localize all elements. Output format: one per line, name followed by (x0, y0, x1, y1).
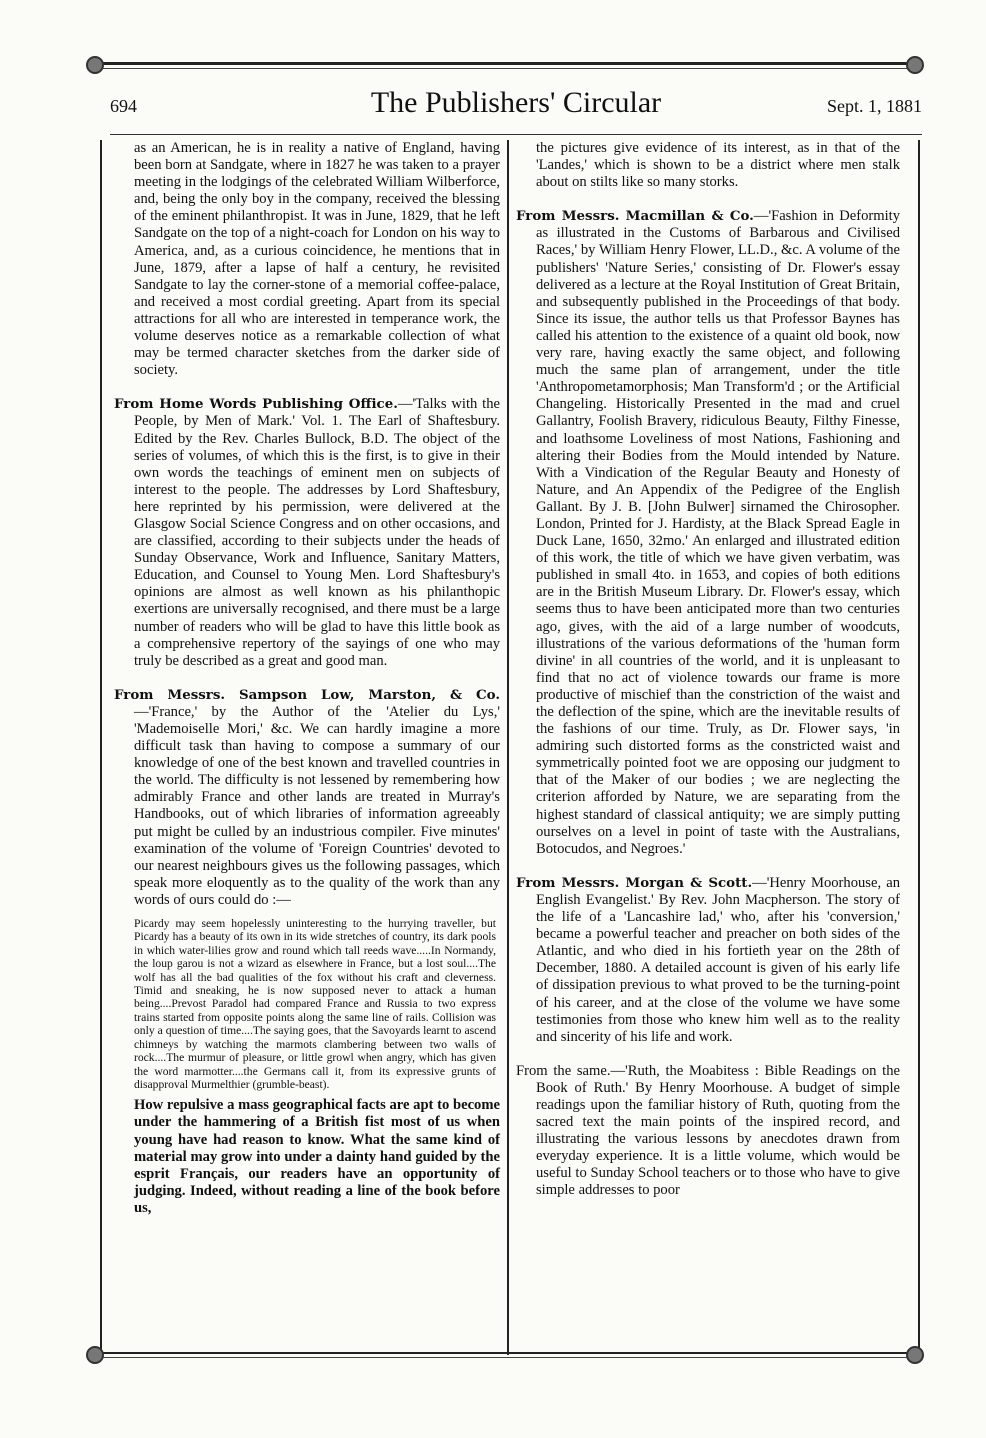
column-divider (507, 140, 509, 1355)
review-text: —'France,' by the Author of the 'Atelier du Lys,' 'Mademoiselle Mori,' &c. We can hardly imagine a more difficult task than having to compose a summary of our knowledge of one of the best known and travelled countries in the world. The difficulty is not lessened by remembering how admirably France and other lands are treated in Murray's Handbooks, out of which libraries of information agreeably put might be culled by an industrious compiler. Five minutes' examination of the volume of 'Foreign Countries' devoted to our nearest neighbours gives us the following passages, which speak more eloquently as to the quality of the work than any words of ours could do :— (134, 703, 500, 908)
publisher-heading: From Messrs. Macmillan & Co. (516, 208, 754, 225)
review-entry-home-words (114, 396, 500, 670)
publisher-heading: From Home Words Publishing Office. (114, 396, 398, 413)
corner-ornament-icon (906, 1346, 924, 1364)
publication-title: The Publishers' Circular (370, 86, 662, 119)
bottom-rule-thin (92, 1357, 922, 1358)
publisher-heading: From Messrs. Sampson Low, Marston, & Co. (114, 686, 500, 703)
right-column (516, 140, 900, 1200)
review-closing: How repulsive a mass geographical facts are apt to become under the hammering of a British fist most of us when young have had reason to know. What the same kind of material may grow into under a dainty hand guided by the esprit Français, our readers have an opportunity of judging. Indeed, without reading a line of the book before us, (134, 1097, 500, 1216)
article-continuation: as an American, he is in reality a native of England, having been born at Sandgate, where in 1827 he was taken to a prayer meeting in the lodgings of the celebrated William Wilberforce, and, being the only boy in the company, received the blessing of the eminent philanthropist. It was in June, 1829, that he left Sandgate on the top of a night-coach for London on his way to America, and, as a curious coincidence, he mentions that in June, 1879, after a lapse of half a century, he revisited Sandgate to lay the corner-stone of a memorial coffee-palace, and received a most cordial greeting. Apart from its special attractions for all who are interested in temperance work, the volume deserves notice as a remarkable collection of what may be termed character sketches from the darker side of society. (134, 140, 500, 379)
article-continuation: the pictures give evidence of its interest, as in that of the 'Landes,' which is shown to be a district where men stalk about on stilts like so many storks. (536, 140, 900, 191)
top-rule (92, 62, 922, 65)
bottom-rule (92, 1352, 922, 1354)
left-border-rule (100, 140, 102, 1355)
issue-date: Sept. 1, 1881 (826, 96, 922, 116)
publisher-heading: From Messrs. Morgan & Scott. (516, 874, 753, 891)
review-text: —'Henry Moorhouse, an English Evangelist.' By Rev. John Macpherson. The story of the life of a 'Lancashire lad,' who, after his 'conversion,' became a powerful teacher and preacher on both sides of the Atlantic, and who died in his fortieth year on the 28th of December, 1880. A detailed account is given of his early life of dissipation previous to what proved to be the turning-point of his career, and at the close of the volume we have some testimonies from those who knew him well as to the reality and sincerity of his life and work. (536, 874, 900, 1045)
left-column (114, 140, 500, 1217)
header-rule (110, 134, 922, 135)
review-entry-sampson-low (114, 687, 500, 909)
right-border-rule (918, 140, 920, 1355)
review-entry-macmillan (516, 208, 900, 858)
corner-ornament-icon (86, 1346, 104, 1364)
review-entry-morgan-scott (516, 875, 900, 1046)
review-text: —'Fashion in Deformity as illustrated in the Customs of Barbarous and Civilised Races,' by William Henry Flower, LL.D., &c. A volume of the publishers' 'Nature Series,' consisting of Dr. Flower's essay delivered as a lecture at the Royal Institution of Great Britain, and subsequently published in the Proceedings of that body. Since its issue, the author tells us that Professor Baynes has called his attention to the existence of a quaint old book, now very rare, having exactly the same object, and following much the same plan of arrangement, under the title 'Anthropometamorphosis; Man Transform'd ; or the Artificial Changeling. Historically Presented in the mad and cruel Gallantry, Foolish Bravery, ridiculous Beauty, Filthy Finesse, and loathsome Loveliness of most Nations, Fashioning and altering their Bodies from the Mould intended by Nature. With a Vindication of the Regular Beauty and Honesty of Nature, and An Appendix of the Pedigree of the English Gallant. By J. B. [John Bulwer] sirnamed the Chirosopher. London, Printed for J. Hardisty, at the Black Spread Eagle in Duck Lane, 1650, 32mo.' An enlarged and illustrated edition of this work, the title of which we have given verbatim, was published in small 4to. in 1653, and copies of both editions are in the British Museum Library. Dr. Flower's essay, which seems thus to have been anticipated more than two centuries ago, gives, with the aid of a large number of woodcuts, illustrations of the various deformations of the 'human form divine' in all countries of the world, and it is unpleasant to find that no act of violence towards our frame is more productive of mischief than the constriction of the waist and the deflection of the spine, which are the inevitable results of the fashions of our time. Truly, as Dr. Flower says, 'in admiring such distorted forms as the constricted waist and symmetrically pointed foot we are opposing our judgment to that of the Maker of our bodies ; we are neglecting the criterion afforded by Nature, we are separating from the highest standard of classical antiquity; we are simply putting ourselves on a level in point of taste with the Australians, Botocudos, and Negroes.' (536, 208, 900, 857)
page-header (110, 86, 922, 126)
review-text: —'Talks with the People, by Men of Mark.' Vol. 1. The Earl of Shaftesbury. Edited by the Rev. Charles Bullock, B.D. The object of the series of volumes, of which this is the first, is to give in their own words the teachings of eminent men on subjects of interest to the people. The addresses by Lord Shaftesbury, here reprinted by his permission, were delivered at the Glasgow Social Science Congress and on other occasions, and are classified, according to their subjects under the heads of Sunday Observance, Work and Influence, Sanitary Matters, Education, and Counsel to Young Men. Lord Shaftesbury's opinions are almost as well known as his philanthopic exertions are universally recognised, and there must be a large number of readers who will be glad to have this little book as a comprehensive repertory of the sayings of one who may truly be described as a great and good man. (134, 396, 500, 669)
page-number: 694 (110, 96, 137, 116)
block-quote: Picardy may seem hopelessly uninteresting to the hurrying traveller, but Picardy has a beauty of its own in its wide stretches of country, its dark pools in which water-lilies grow and round which tall reeds wave.....In Normandy, the loup garou is not a wizard as elsewhere in France, but a lost soul....The wolf has all the bad qualities of the fox without his craft and cleverness. Timid and sneaking, he is now supposed never to attack a human being....Prevost Paradol had compared France and Russia to two express trains started from opposite points along the same line of rails. Collision was only a question of time....The saying goes, that the Savoyards learnt to ascend chimneys by watching the marmots clambering between two walls of rock....The murmur of pleasure, or little growl when angry, which has given the word marmotter....the Germans call it, from its expressive grunts of disapproval Murmelthier (grumble-beast). (134, 917, 496, 1091)
review-entry-same-publisher: From the same.—'Ruth, the Moabitess : Bible Readings on the Book of Ruth.' By Henry Moorhouse. A budget of simple readings upon the familiar history of Ruth, quoting from the sacred text the main points of the inspired record, and illustrating the various lessons by anecdotes drawn from everyday experience. It is a little volume, which would be useful to Sunday School teachers or to those who have to give simple addresses to poor (516, 1062, 900, 1199)
corner-ornament-icon (906, 56, 924, 74)
corner-ornament-icon (86, 56, 104, 74)
top-rule-thin (92, 68, 922, 69)
